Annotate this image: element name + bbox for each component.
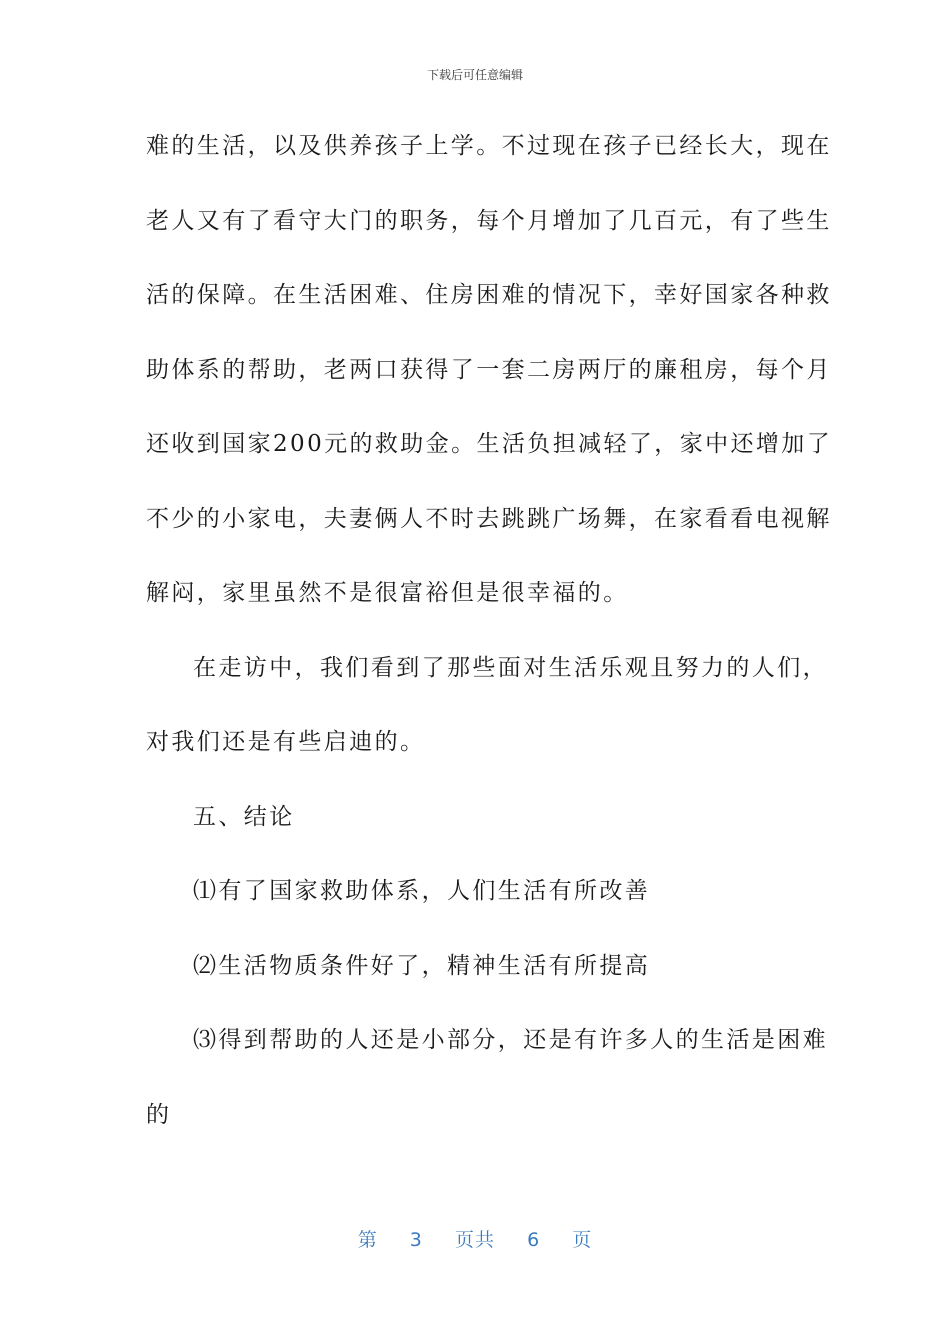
conclusion-item: ⑴有了国家救助体系，人们生活有所改善 (193, 878, 651, 904)
page-suffix: 页 (572, 1229, 593, 1251)
body-line: 解闷，家里虽然不是很富裕但是很幸福的。 (146, 580, 629, 606)
page-total: 6 (527, 1229, 541, 1251)
conclusion-item: ⑶得到帮助的人还是小部分，还是有许多人的生活是困难 (193, 1027, 828, 1053)
page-middle: 页共 (454, 1229, 495, 1251)
conclusion-item: ⑵生活物质条件好了，精神生活有所提高 (193, 952, 651, 979)
body-line: 在走访中，我们看到了那些面对生活乐观且努力的人们， (193, 654, 828, 681)
page-prefix: 第 (357, 1229, 378, 1251)
body-line: 不少的小家电，夫妻俩人不时去跳跳广场舞，在家看看电视解 (146, 505, 832, 532)
body-line: 活的保障。在生活困难、住房困难的情况下，幸好国家各种救 (146, 282, 832, 308)
body-line: 老人又有了看守大门的职务，每个月增加了几百元，有了些生 (146, 207, 832, 234)
document-body (146, 124, 833, 1167)
body-line: 助体系的帮助，老两口获得了一套二房两厅的廉租房，每个月 (146, 356, 832, 383)
body-line: 难的生活，以及供养孩子上学。不过现在孩子已经长大，现在 (146, 133, 832, 159)
body-line: 对我们还是有些启迪的。 (146, 729, 426, 755)
page-current: 3 (409, 1229, 423, 1251)
body-line: 的 (146, 1101, 172, 1128)
header-note: 下载后可任意编辑 (426, 68, 523, 82)
page-footer (0, 1225, 950, 1252)
section-heading: 五、结论 (193, 803, 295, 830)
body-line: 还收到国家200元的救助金。生活负担减轻了，家中还增加了 (146, 431, 833, 457)
